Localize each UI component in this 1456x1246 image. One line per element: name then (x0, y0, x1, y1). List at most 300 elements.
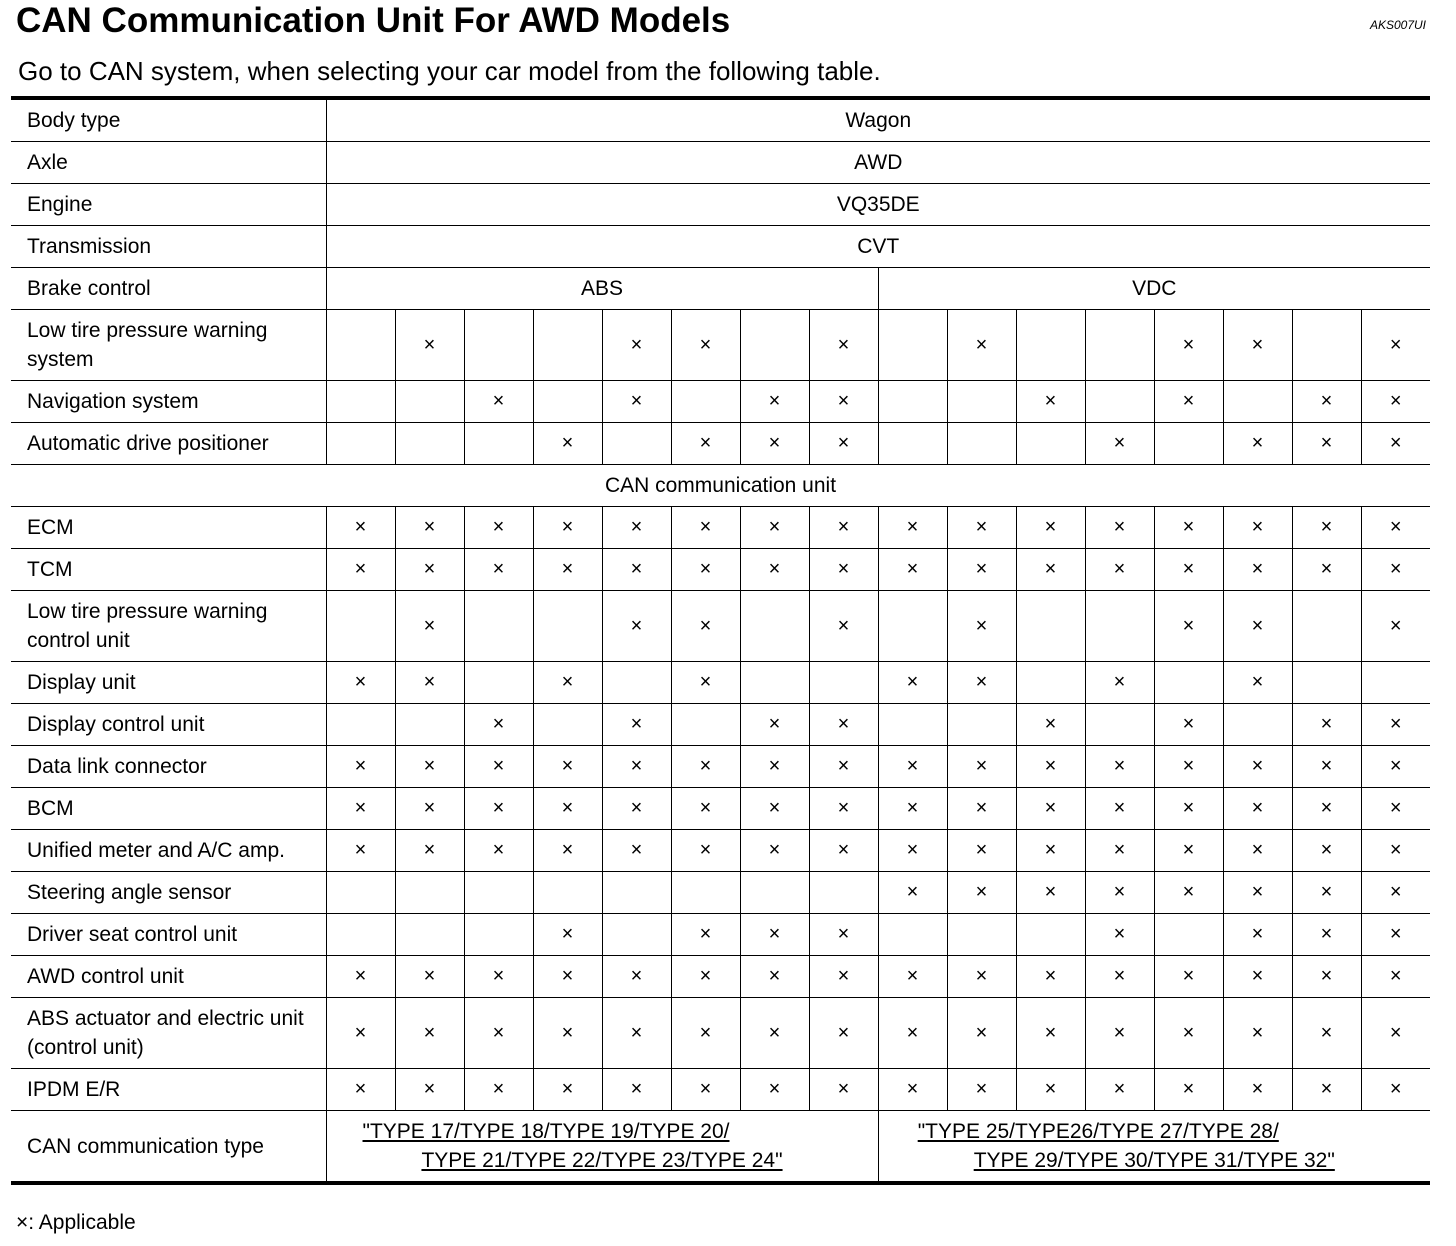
comm-type-abs (326, 1111, 878, 1184)
empty-cell (1154, 662, 1223, 704)
applicable-mark: × (1223, 423, 1292, 465)
empty-cell (878, 704, 947, 746)
empty-cell (533, 381, 602, 423)
option-row (11, 310, 1430, 381)
applicable-mark: × (740, 549, 809, 591)
applicable-mark: × (464, 507, 533, 549)
empty-cell (947, 423, 1016, 465)
applicable-mark: × (533, 914, 602, 956)
applicable-mark: × (1361, 310, 1430, 381)
applicable-mark: × (809, 549, 878, 591)
applicable-mark: × (671, 914, 740, 956)
empty-cell (1085, 704, 1154, 746)
empty-cell (1016, 423, 1085, 465)
applicable-mark: × (1085, 914, 1154, 956)
applicable-mark: × (464, 830, 533, 872)
applicable-mark: × (878, 549, 947, 591)
applicable-mark: × (878, 830, 947, 872)
row-comm-type (11, 1111, 1430, 1184)
applicable-mark: × (1085, 746, 1154, 788)
empty-cell (464, 914, 533, 956)
applicable-mark: × (671, 662, 740, 704)
applicable-mark: × (1016, 549, 1085, 591)
applicable-mark: × (1361, 507, 1430, 549)
applicable-mark: × (395, 662, 464, 704)
applicable-mark: × (326, 830, 395, 872)
comm-type-label: CAN communication type (11, 1111, 326, 1184)
applicable-mark: × (809, 914, 878, 956)
unit-label: TCM (11, 549, 326, 591)
applicable-mark: × (1361, 998, 1430, 1069)
option-label: Automatic drive positioner (11, 423, 326, 465)
empty-cell (1292, 310, 1361, 381)
applicable-mark: × (533, 998, 602, 1069)
applicable-mark: × (947, 998, 1016, 1069)
empty-cell (1085, 591, 1154, 662)
applicable-mark: × (533, 662, 602, 704)
applicable-mark: × (326, 1069, 395, 1111)
applicable-mark: × (1154, 998, 1223, 1069)
empty-cell (602, 914, 671, 956)
unit-label: Data link connector (11, 746, 326, 788)
applicable-mark: × (395, 830, 464, 872)
applicable-mark: × (671, 310, 740, 381)
applicable-mark: × (326, 746, 395, 788)
applicable-mark: × (1361, 423, 1430, 465)
applicable-mark: × (809, 830, 878, 872)
applicable-mark: × (533, 788, 602, 830)
brake-control-label: Brake control (11, 268, 326, 310)
applicable-mark: × (1292, 998, 1361, 1069)
empty-cell (1223, 381, 1292, 423)
applicable-mark: × (878, 872, 947, 914)
unit-label: Display unit (11, 662, 326, 704)
comm-type-abs-line1: "TYPE 17/TYPE 18/TYPE 19/TYPE 20/ (362, 1120, 730, 1143)
applicable-mark: × (740, 998, 809, 1069)
applicable-mark: × (1154, 704, 1223, 746)
applicable-mark: × (602, 830, 671, 872)
applicable-mark: × (1154, 549, 1223, 591)
applicable-mark: × (395, 956, 464, 998)
applicable-mark: × (878, 956, 947, 998)
applicable-mark: × (1154, 1069, 1223, 1111)
empty-cell (1292, 662, 1361, 704)
empty-cell (740, 872, 809, 914)
applicable-mark: × (602, 998, 671, 1069)
applicable-mark: × (947, 956, 1016, 998)
empty-cell (878, 381, 947, 423)
comm-type-vdc-line2: TYPE 29/TYPE 30/TYPE 31/TYPE 32" (973, 1149, 1335, 1172)
empty-cell (464, 310, 533, 381)
applicable-mark: × (1085, 956, 1154, 998)
applicable-mark: × (602, 746, 671, 788)
applicable-mark: × (1223, 507, 1292, 549)
applicable-mark: × (809, 788, 878, 830)
row-brake-control (11, 268, 1430, 310)
applicable-mark: × (1292, 830, 1361, 872)
brake-vdc: VDC (878, 268, 1430, 310)
applicable-mark: × (1154, 381, 1223, 423)
applicable-mark: × (947, 746, 1016, 788)
empty-cell (809, 872, 878, 914)
unit-row (11, 872, 1430, 914)
applicable-mark: × (809, 746, 878, 788)
empty-cell (602, 872, 671, 914)
unit-label: BCM (11, 788, 326, 830)
applicable-mark: × (1223, 1069, 1292, 1111)
applicable-mark: × (464, 788, 533, 830)
unit-label: Driver seat control unit (11, 914, 326, 956)
applicable-mark: × (1085, 788, 1154, 830)
applicable-mark: × (602, 591, 671, 662)
applicable-mark: × (1223, 746, 1292, 788)
applicable-mark: × (1292, 872, 1361, 914)
applicable-mark: × (1361, 704, 1430, 746)
applicable-mark: × (326, 956, 395, 998)
row-engine (11, 184, 1430, 226)
applicable-mark: × (1016, 830, 1085, 872)
unit-row (11, 746, 1430, 788)
empty-cell (395, 423, 464, 465)
applicable-mark: × (1292, 381, 1361, 423)
applicable-mark: × (1223, 591, 1292, 662)
empty-cell (326, 423, 395, 465)
applicable-mark: × (395, 507, 464, 549)
empty-cell (1016, 310, 1085, 381)
empty-cell (395, 914, 464, 956)
empty-cell (326, 914, 395, 956)
applicable-mark: × (878, 1069, 947, 1111)
applicable-mark: × (533, 956, 602, 998)
empty-cell (809, 662, 878, 704)
empty-cell (947, 704, 1016, 746)
applicable-mark: × (1292, 914, 1361, 956)
applicable-mark: × (809, 310, 878, 381)
applicable-mark: × (1085, 872, 1154, 914)
applicable-mark: × (809, 704, 878, 746)
applicable-mark: × (1292, 507, 1361, 549)
applicable-mark: × (809, 956, 878, 998)
applicable-mark: × (671, 591, 740, 662)
applicable-mark: × (1016, 507, 1085, 549)
applicable-mark: × (464, 704, 533, 746)
applicable-mark: × (395, 746, 464, 788)
empty-cell (326, 704, 395, 746)
applicable-mark: × (1154, 591, 1223, 662)
applicable-mark: × (740, 507, 809, 549)
applicable-mark: × (1361, 746, 1430, 788)
applicable-mark: × (947, 507, 1016, 549)
applicable-mark: × (671, 1069, 740, 1111)
applicable-mark: × (740, 956, 809, 998)
empty-cell (878, 591, 947, 662)
applicable-mark: × (1223, 998, 1292, 1069)
empty-cell (671, 872, 740, 914)
applicable-mark: × (1361, 381, 1430, 423)
applicable-mark: × (1154, 872, 1223, 914)
section-label: CAN communication unit (11, 465, 1430, 507)
empty-cell (533, 872, 602, 914)
applicable-mark: × (1223, 662, 1292, 704)
applicable-mark: × (671, 998, 740, 1069)
applicable-mark: × (1223, 872, 1292, 914)
applicable-mark: × (1085, 423, 1154, 465)
unit-row (11, 1069, 1430, 1111)
body-type-value: Wagon (326, 98, 1430, 142)
unit-row (11, 788, 1430, 830)
empty-cell (1361, 662, 1430, 704)
option-row (11, 423, 1430, 465)
engine-label: Engine (11, 184, 326, 226)
applicable-mark: × (1085, 830, 1154, 872)
applicable-mark: × (947, 662, 1016, 704)
empty-cell (1085, 381, 1154, 423)
applicable-mark: × (533, 1069, 602, 1111)
applicable-mark: × (878, 788, 947, 830)
applicable-mark: × (671, 788, 740, 830)
applicable-mark: × (671, 956, 740, 998)
empty-cell (1085, 310, 1154, 381)
applicable-mark: × (1154, 507, 1223, 549)
empty-cell (326, 591, 395, 662)
applicable-mark: × (326, 507, 395, 549)
applicable-mark: × (326, 788, 395, 830)
empty-cell (464, 662, 533, 704)
applicable-mark: × (602, 310, 671, 381)
applicable-mark: × (395, 788, 464, 830)
applicable-mark: × (1016, 788, 1085, 830)
applicable-mark: × (602, 956, 671, 998)
empty-cell (1016, 591, 1085, 662)
applicable-mark: × (395, 549, 464, 591)
unit-label: Display control unit (11, 704, 326, 746)
applicable-mark: × (1292, 423, 1361, 465)
unit-label: Low tire pressure warning control unit (11, 591, 326, 662)
unit-row (11, 549, 1430, 591)
applicable-mark: × (1361, 914, 1430, 956)
applicable-mark: × (1154, 746, 1223, 788)
empty-cell (602, 662, 671, 704)
page-title: CAN Communication Unit For AWD Models (16, 1, 731, 40)
footnote: ×: Applicable (16, 1211, 136, 1234)
applicable-mark: × (326, 662, 395, 704)
applicable-mark: × (1085, 507, 1154, 549)
empty-cell (740, 591, 809, 662)
applicable-mark: × (326, 549, 395, 591)
applicable-mark: × (602, 549, 671, 591)
applicable-mark: × (1361, 788, 1430, 830)
applicable-mark: × (1016, 381, 1085, 423)
axle-label: Axle (11, 142, 326, 184)
engine-value: VQ35DE (326, 184, 1430, 226)
applicable-mark: × (1361, 549, 1430, 591)
applicable-mark: × (809, 381, 878, 423)
applicable-mark: × (809, 998, 878, 1069)
applicable-mark: × (878, 746, 947, 788)
applicable-mark: × (395, 1069, 464, 1111)
applicable-mark: × (740, 423, 809, 465)
applicable-mark: × (533, 746, 602, 788)
comm-type-vdc-line1: "TYPE 25/TYPE26/TYPE 27/TYPE 28/ (917, 1120, 1279, 1143)
applicable-mark: × (1154, 788, 1223, 830)
applicable-mark: × (1016, 872, 1085, 914)
applicable-mark: × (671, 746, 740, 788)
unit-label: IPDM E/R (11, 1069, 326, 1111)
applicable-mark: × (533, 423, 602, 465)
applicable-mark: × (740, 381, 809, 423)
applicable-mark: × (740, 746, 809, 788)
empty-cell (395, 872, 464, 914)
empty-cell (602, 423, 671, 465)
applicable-mark: × (326, 998, 395, 1069)
empty-cell (533, 310, 602, 381)
applicable-mark: × (947, 872, 1016, 914)
applicable-mark: × (878, 507, 947, 549)
empty-cell (1016, 914, 1085, 956)
applicable-mark: × (1085, 998, 1154, 1069)
unit-row (11, 914, 1430, 956)
applicable-mark: × (1292, 549, 1361, 591)
applicable-mark: × (947, 549, 1016, 591)
row-section-header (11, 465, 1430, 507)
unit-row (11, 704, 1430, 746)
empty-cell (947, 914, 1016, 956)
applicable-mark: × (1016, 704, 1085, 746)
applicable-mark: × (1016, 998, 1085, 1069)
empty-cell (464, 591, 533, 662)
applicable-mark: × (809, 1069, 878, 1111)
empty-cell (326, 872, 395, 914)
applicable-mark: × (1085, 1069, 1154, 1111)
applicable-mark: × (947, 310, 1016, 381)
empty-cell (1223, 704, 1292, 746)
applicable-mark: × (464, 746, 533, 788)
applicable-mark: × (602, 381, 671, 423)
comm-type-abs-line2: TYPE 21/TYPE 22/TYPE 23/TYPE 24" (421, 1149, 783, 1172)
applicable-mark: × (1016, 956, 1085, 998)
unit-row (11, 956, 1430, 998)
empty-cell (671, 704, 740, 746)
transmission-label: Transmission (11, 226, 326, 268)
applicable-mark: × (602, 1069, 671, 1111)
applicable-mark: × (740, 914, 809, 956)
empty-cell (395, 381, 464, 423)
empty-cell (878, 310, 947, 381)
applicable-mark: × (671, 549, 740, 591)
unit-label: AWD control unit (11, 956, 326, 998)
row-axle (11, 142, 1430, 184)
empty-cell (395, 704, 464, 746)
applicable-mark: × (1292, 746, 1361, 788)
unit-label: ABS actuator and electric unit (control unit) (11, 998, 326, 1069)
applicable-mark: × (1223, 956, 1292, 998)
row-transmission (11, 226, 1430, 268)
transmission-value: CVT (326, 226, 1430, 268)
applicable-mark: × (740, 1069, 809, 1111)
applicable-mark: × (602, 704, 671, 746)
applicable-mark: × (1223, 914, 1292, 956)
option-label: Navigation system (11, 381, 326, 423)
applicable-mark: × (395, 310, 464, 381)
empty-cell (464, 872, 533, 914)
applicable-mark: × (947, 830, 1016, 872)
empty-cell (326, 381, 395, 423)
applicable-mark: × (1154, 956, 1223, 998)
applicable-mark: × (809, 507, 878, 549)
axle-value: AWD (326, 142, 1430, 184)
unit-row (11, 507, 1430, 549)
applicable-mark: × (1292, 1069, 1361, 1111)
applicable-mark: × (395, 998, 464, 1069)
applicable-mark: × (1361, 830, 1430, 872)
applicable-mark: × (947, 591, 1016, 662)
applicable-mark: × (464, 1069, 533, 1111)
empty-cell (533, 704, 602, 746)
applicable-mark: × (671, 830, 740, 872)
applicable-mark: × (1223, 788, 1292, 830)
page-subtitle: Go to CAN system, when selecting your car model from the following table. (18, 56, 881, 86)
applicable-mark: × (602, 788, 671, 830)
document-code: AKS007UI (1369, 18, 1426, 32)
unit-row (11, 998, 1430, 1069)
applicable-mark: × (1223, 310, 1292, 381)
applicable-mark: × (464, 549, 533, 591)
applicable-mark: × (1292, 704, 1361, 746)
body-type-label: Body type (11, 98, 326, 142)
applicable-mark: × (1016, 1069, 1085, 1111)
empty-cell (740, 310, 809, 381)
empty-cell (740, 662, 809, 704)
applicable-mark: × (1361, 1069, 1430, 1111)
option-row (11, 381, 1430, 423)
applicable-mark: × (809, 591, 878, 662)
applicable-mark: × (878, 998, 947, 1069)
empty-cell (671, 381, 740, 423)
applicable-mark: × (878, 662, 947, 704)
empty-cell (533, 591, 602, 662)
applicable-mark: × (1361, 956, 1430, 998)
applicable-mark: × (464, 998, 533, 1069)
applicable-mark: × (533, 830, 602, 872)
unit-row (11, 830, 1430, 872)
applicable-mark: × (1085, 662, 1154, 704)
empty-cell (1154, 423, 1223, 465)
applicable-mark: × (602, 507, 671, 549)
empty-cell (878, 914, 947, 956)
unit-label: Unified meter and A/C amp. (11, 830, 326, 872)
comm-type-vdc (878, 1111, 1430, 1184)
applicable-mark: × (1361, 872, 1430, 914)
applicable-mark: × (1154, 830, 1223, 872)
applicable-mark: × (533, 507, 602, 549)
applicable-mark: × (1292, 788, 1361, 830)
can-unit-table (11, 96, 1430, 1185)
applicable-mark: × (1016, 746, 1085, 788)
empty-cell (1016, 662, 1085, 704)
unit-row (11, 591, 1430, 662)
option-label: Low tire pressure warning system (11, 310, 326, 381)
applicable-mark: × (671, 423, 740, 465)
row-body-type (11, 98, 1430, 142)
applicable-mark: × (464, 381, 533, 423)
empty-cell (878, 423, 947, 465)
applicable-mark: × (1085, 549, 1154, 591)
applicable-mark: × (740, 788, 809, 830)
applicable-mark: × (533, 549, 602, 591)
unit-row (11, 662, 1430, 704)
applicable-mark: × (947, 1069, 1016, 1111)
applicable-mark: × (1223, 549, 1292, 591)
